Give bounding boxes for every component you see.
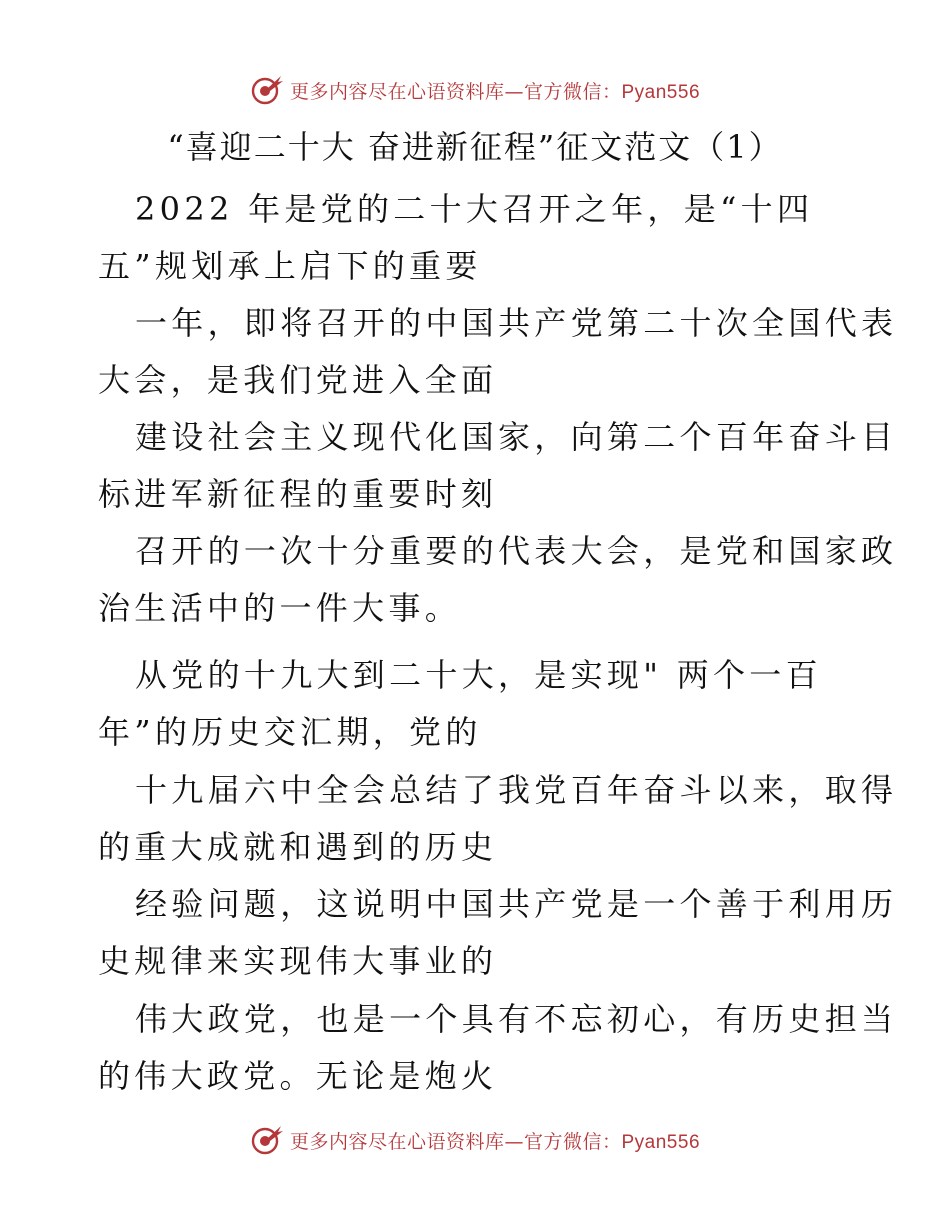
header-banner-label: 更多内容尽在心语资料库—官方微信： (289, 80, 622, 103)
quill-seal-icon (250, 73, 284, 107)
header-banner-text (290, 77, 700, 104)
document-title: “喜迎二十大 奋进新征程”征文范文（1） (167, 128, 783, 166)
header-banner (0, 70, 950, 110)
body-line: 年”的历史交汇期，党的 (98, 713, 482, 751)
body-line: 召开的一次十分重要的代表大会，是党和国家政 (135, 532, 898, 570)
body-line: 五”规划承上启下的重要 (98, 247, 482, 285)
body-line: 大会，是我们党进入全面 (98, 361, 498, 399)
body-line: 十九届六中全会总结了我党百年奋斗以来，取得 (135, 771, 898, 809)
body-line: 2022 年是党的二十大召开之年，是“十四 (135, 190, 814, 228)
footer-banner-text (290, 1127, 700, 1154)
body-line: 的重大成就和遇到的历史 (98, 828, 498, 866)
body-line: 治生活中的一件大事。 (98, 589, 462, 627)
body-line: 伟大政党，也是一个具有不忘初心，有历史担当 (135, 1000, 898, 1038)
body-line: 建设社会主义现代化国家，向第二个百年奋斗目 (135, 418, 898, 456)
body-line: 一年，即将召开的中国共产党第二十次全国代表 (135, 304, 898, 342)
body-line: 史规律来实现伟大事业的 (98, 942, 498, 980)
footer-banner-label: 更多内容尽在心语资料库—官方微信： (289, 1130, 622, 1153)
body-line: 从党的十九大到二十大，是实现" 两个一百 (135, 656, 822, 694)
footer-banner (0, 1120, 950, 1160)
header-banner-handle: Pyan556 (621, 81, 701, 103)
body-line: 的伟大政党。无论是炮火 (98, 1057, 498, 1095)
quill-seal-icon (250, 1123, 284, 1157)
body-line: 经验问题，这说明中国共产党是一个善于利用历 (135, 885, 898, 923)
footer-banner-handle: Pyan556 (621, 1131, 701, 1153)
body-line: 标进军新征程的重要时刻 (98, 475, 498, 513)
